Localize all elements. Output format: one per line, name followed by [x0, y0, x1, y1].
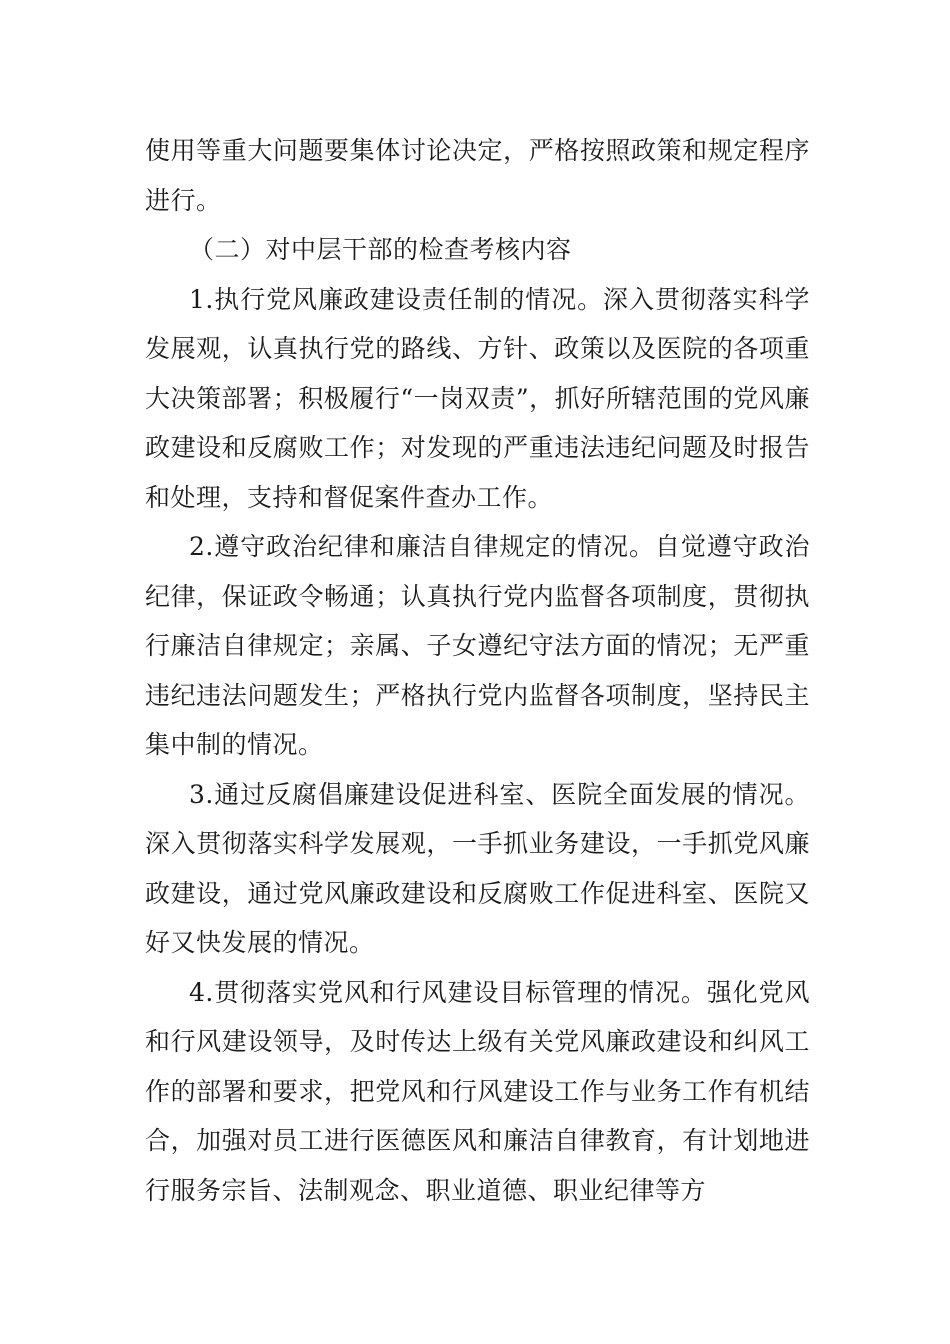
paragraph-item-3: 3.通过反腐倡廉建设促进科室、医院全面发展的情况。深入贯彻落实科学发展观，一手抓业务建设，一手抓党风廉政建设，通过党风廉政建设和反腐败工作促进科室、医院又好又快发展的情况。: [145, 779, 810, 957]
body-text: [145, 126, 810, 1215]
section-heading: （二）对中层干部的检查考核内容: [189, 235, 572, 264]
paragraph-item-2: 2.遵守政治纪律和廉洁自律规定的情况。自觉遵守政治纪律，保证政令畅通；认真执行党内监督各项制度，贯彻执行廉洁自律规定；亲属、子女遵纪守法方面的情况；无严重违纪违法问题发生；严格执行党内监督各项制度，坚持民主集中制的情况。: [145, 532, 810, 759]
paragraph-item-4: 4.贯彻落实党风和行风建设目标管理的情况。强化党风和行风建设领导，及时传达上级有关党风廉政建设和纠风工作的部署和要求，把党风和行风建设工作与业务工作有机结合，加强对员工进行医德医风和廉洁自律教育，有计划地进行服务宗旨、法制观念、职业道德、职业纪律等方: [145, 977, 810, 1205]
paragraph-continuation: 使用等重大问题要集体讨论决定，严格按照政策和规定程序进行。: [145, 136, 810, 215]
paragraph-item-1: 1.执行党风廉政建设责任制的情况。深入贯彻落实科学发展观，认真执行党的路线、方针、政策以及医院的各项重大决策部署；积极履行“一岗双责”，抓好所辖范围的党风廉政建设和反腐败工作；对发现的严重违法违纪问题及时报告和处理，支持和督促案件查办工作。: [145, 284, 810, 512]
